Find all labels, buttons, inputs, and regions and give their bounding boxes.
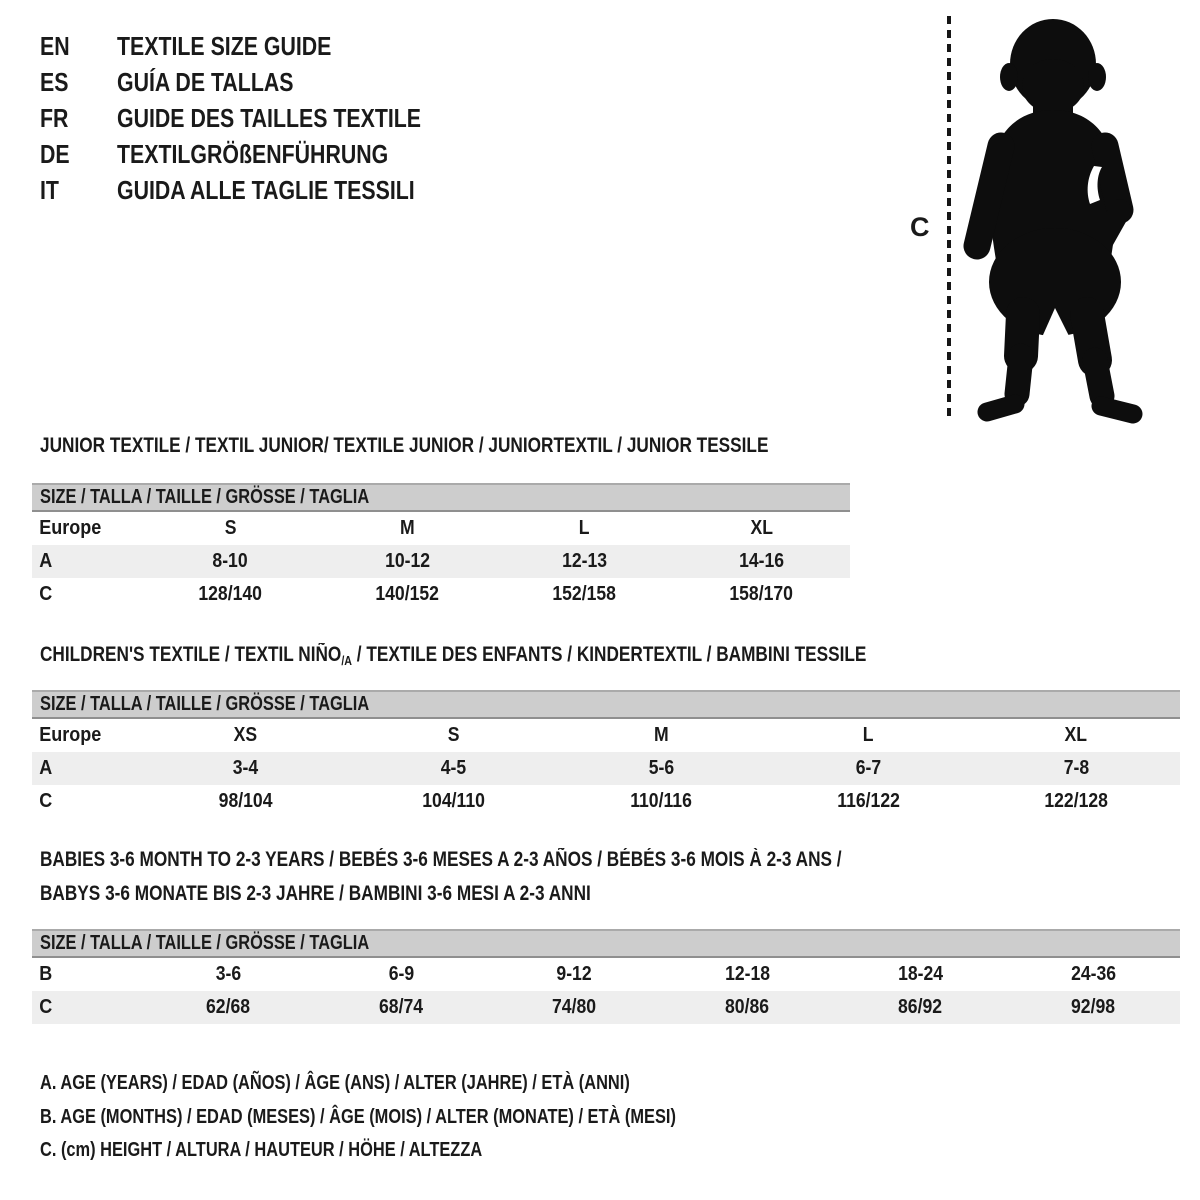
table-cell	[661, 996, 834, 1019]
children-heading-post: / TEXTILE DES ENFANTS / KINDERTEXTIL / BAMBINI TESSILE	[351, 643, 867, 666]
language-code	[40, 31, 117, 62]
table-cell-text: 68/74	[379, 996, 424, 1018]
table-cell-text: 10-12	[384, 550, 431, 572]
language-code-text: FR	[40, 102, 69, 133]
row-label: Europe	[39, 517, 102, 539]
note-age-months-text: B. AGE (MONTHS) / EDAD (MESES) / ÂGE (MOIS) / ALTER (MONATE) / ETÀ (MESI)	[40, 1106, 676, 1128]
language-title-text: TEXTILE SIZE GUIDE	[117, 30, 332, 61]
toddler-silhouette-icon	[953, 14, 1153, 424]
table-cell-text: 110/116	[630, 790, 692, 812]
table-cell	[972, 757, 1180, 780]
table-cell-text: 80/86	[725, 996, 770, 1018]
language-title-text: GUIDA ALLE TAGLIE TESSILI	[117, 174, 415, 205]
height-dashed-line	[947, 16, 951, 416]
table-cell-text: 5-6	[648, 757, 674, 779]
table-cell-text: 12-18	[724, 963, 771, 985]
note-age-years-text: A. AGE (YEARS) / EDAD (AÑOS) / ÂGE (ANS) / ALTER (JAHRE) / ETÀ (ANNI)	[40, 1072, 630, 1094]
table-cell	[488, 963, 661, 986]
table-cell-text: 8-10	[212, 550, 249, 572]
table-cell	[315, 963, 488, 986]
children-heading-text	[40, 644, 866, 672]
table-row	[32, 752, 1180, 785]
table-cell-text: M	[400, 517, 415, 539]
size-header-label: SIZE / TALLA / TAILLE / GRÖSSE / TAGLIA	[40, 693, 370, 715]
table-cell	[496, 550, 673, 573]
table-cell	[557, 757, 765, 780]
table-cell-text: 92/98	[1071, 996, 1116, 1018]
language-code-text: IT	[40, 174, 59, 205]
table-cell-text: 140/152	[375, 583, 440, 605]
table-cell-text: 3-6	[215, 963, 242, 985]
table-cell	[765, 757, 973, 780]
children-heading-pre: CHILDREN'S TEXTILE / TEXTIL NIÑO	[40, 643, 342, 666]
table-row	[32, 719, 1180, 752]
junior-section-heading	[40, 435, 928, 457]
table-cell	[319, 517, 496, 540]
table-cell-text: 74/80	[552, 996, 597, 1018]
row-label: A	[39, 550, 53, 572]
table-cell-text: 6-7	[855, 757, 882, 779]
table-row	[32, 991, 1180, 1024]
table-cell	[142, 550, 319, 573]
children-heading-sub: /A	[341, 653, 352, 668]
size-header-label: SIZE / TALLA / TAILLE / GRÖSSE / TAGLIA	[40, 486, 370, 508]
note-height-cm-text: C. (cm) HEIGHT / ALTURA / HAUTEUR / HÖHE / ALTEZZA	[40, 1139, 483, 1161]
children-size-table	[32, 690, 1180, 818]
table-cell	[972, 724, 1180, 747]
table-cell	[1007, 963, 1180, 986]
table-cell-text: S	[447, 724, 460, 746]
table-row	[32, 545, 850, 578]
table-cell-text: 104/110	[422, 790, 485, 812]
size-header-row	[32, 690, 1180, 719]
size-header-label: SIZE / TALLA / TAILLE / GRÖSSE / TAGLIA	[40, 932, 370, 954]
table-cell-text: 152/158	[552, 583, 617, 605]
table-cell	[350, 757, 558, 780]
table-row	[32, 785, 1180, 818]
babies-section-heading-line2	[40, 883, 712, 905]
language-title	[117, 175, 480, 206]
language-title	[117, 31, 378, 62]
table-cell	[765, 790, 973, 813]
table-cell	[1007, 996, 1180, 1019]
table-cell-text: L	[579, 517, 590, 539]
language-row-en	[40, 28, 488, 64]
language-code	[40, 139, 117, 170]
table-cell	[315, 996, 488, 1019]
table-cell-text: 3-4	[233, 757, 259, 779]
row-label: B	[39, 963, 53, 985]
language-code	[40, 67, 117, 98]
table-cell	[557, 724, 765, 747]
row-label: C	[39, 790, 53, 812]
table-cell	[834, 996, 1007, 1019]
table-cell	[673, 517, 850, 540]
table-cell	[972, 790, 1180, 813]
children-section-heading	[40, 644, 1048, 672]
size-header-row	[32, 929, 1180, 958]
table-cell-text: 24-36	[1070, 963, 1117, 985]
table-cell	[142, 996, 315, 1019]
babies-section-heading-line1	[40, 849, 1018, 871]
table-cell	[319, 550, 496, 573]
table-cell	[496, 517, 673, 540]
table-cell-text: S	[224, 517, 237, 539]
row-label: Europe	[39, 724, 102, 746]
table-cell	[673, 550, 850, 573]
table-cell	[834, 963, 1007, 986]
table-cell	[488, 996, 661, 1019]
table-cell-text: 14-16	[738, 550, 785, 572]
table-cell-text: 12-13	[561, 550, 608, 572]
table-cell	[765, 724, 973, 747]
table-cell	[350, 790, 558, 813]
size-header-row	[32, 483, 850, 512]
table-cell	[142, 757, 350, 780]
table-cell	[142, 963, 315, 986]
table-cell	[142, 583, 319, 606]
table-cell	[350, 724, 558, 747]
table-cell-text: 86/92	[898, 996, 943, 1018]
language-code	[40, 175, 117, 206]
table-cell	[673, 583, 850, 606]
row-label: C	[39, 996, 53, 1018]
row-label: A	[39, 757, 53, 779]
table-cell-text: L	[863, 724, 874, 746]
language-list	[40, 28, 488, 208]
language-title	[117, 103, 488, 134]
language-row-fr	[40, 100, 488, 136]
table-cell	[142, 790, 350, 813]
table-cell	[557, 790, 765, 813]
table-cell-text: XS	[234, 724, 258, 746]
table-cell-text: 128/140	[198, 583, 263, 605]
language-row-es	[40, 64, 488, 100]
table-cell-text: 9-12	[556, 963, 593, 985]
language-title-text: GUÍA DE TALLAS	[117, 66, 294, 97]
babies-size-table	[32, 929, 1180, 1024]
table-row	[32, 578, 850, 611]
language-title-text: GUIDE DES TAILLES TEXTILE	[117, 102, 422, 133]
junior-heading-text: JUNIOR TEXTILE / TEXTIL JUNIOR/ TEXTILE JUNIOR / JUNIORTEXTIL / JUNIOR TESSILE	[40, 434, 769, 457]
language-code-text: EN	[40, 30, 70, 61]
height-measure-label: C	[910, 212, 930, 242]
note-age-months	[40, 1106, 816, 1128]
table-cell-text: 7-8	[1063, 757, 1089, 779]
table-cell-text: 122/128	[1044, 790, 1108, 812]
table-cell	[142, 517, 319, 540]
language-title	[117, 139, 448, 170]
table-cell-text: 98/104	[218, 790, 273, 812]
language-title-text: TEXTILGRÖßENFÜHRUNG	[117, 138, 389, 169]
language-row-it	[40, 172, 488, 208]
babies-heading-line1-text: BABIES 3-6 MONTH TO 2-3 YEARS / BEBÉS 3-6 MESES A 2-3 AÑOS / BÉBÉS 3-6 MOIS À 2-3 ANS /	[40, 848, 842, 871]
note-height-cm	[40, 1139, 579, 1161]
language-title	[117, 67, 332, 98]
table-cell-text: 116/122	[837, 790, 900, 812]
table-cell	[661, 963, 834, 986]
babies-heading-line2-text: BABYS 3-6 MONATE BIS 2-3 JAHRE / BAMBINI 3-6 MESI A 2-3 ANNI	[40, 882, 591, 905]
table-cell-text: XL	[750, 517, 773, 539]
table-cell-text: 4-5	[440, 757, 467, 779]
table-cell	[496, 583, 673, 606]
table-cell-text: 18-24	[897, 963, 944, 985]
table-cell-text: M	[653, 724, 669, 746]
row-label: C	[39, 583, 53, 605]
junior-size-table	[32, 483, 850, 611]
table-cell	[319, 583, 496, 606]
language-code-text: ES	[40, 66, 69, 97]
table-cell-text: 6-9	[388, 963, 415, 985]
language-code-text: DE	[40, 138, 70, 169]
note-age-years	[40, 1072, 759, 1094]
table-row	[32, 512, 850, 545]
table-cell-text: 158/170	[729, 583, 794, 605]
table-cell-text: 62/68	[206, 996, 251, 1018]
table-row	[32, 958, 1180, 991]
table-cell-text: XL	[1064, 724, 1088, 746]
language-row-de	[40, 136, 488, 172]
language-code	[40, 103, 117, 134]
table-cell	[142, 724, 350, 747]
